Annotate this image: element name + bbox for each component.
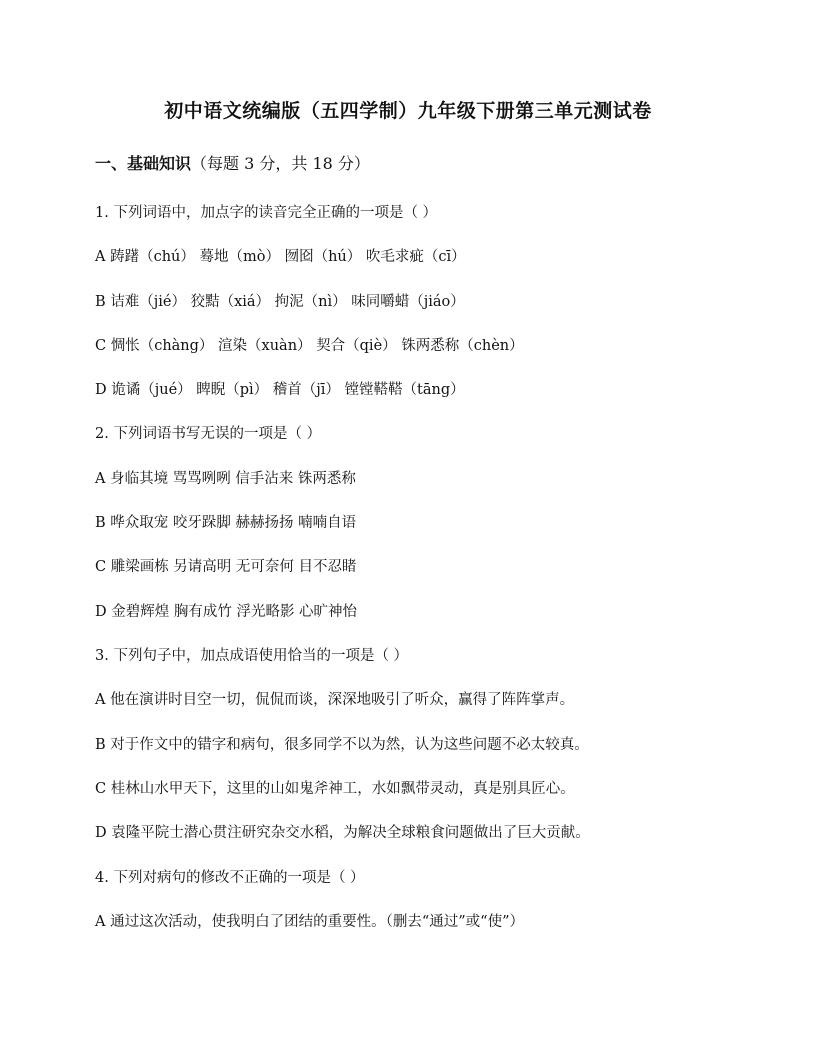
question-3-option-c: C 桂林山水甲天下，这里的山如鬼斧神工，水如飘带灵动，真是别具匠心。 [95, 781, 575, 797]
question-1-option-b: B 诘难（jié） 狡黠（xiá） 拘泥（nì） 味同嚼蜡（jiáo） [95, 294, 465, 310]
question-3-stem: 3. 下列句子中，加点成语使用恰当的一项是（ ） [95, 648, 409, 664]
question-1-option-a: A 踌躇（chú） 蓦地（mò） 囫囵（hú） 吹毛求疵（cī） [95, 249, 466, 265]
question-1-option-d: D 诡谲（jué） 睥睨（pì） 稽首（jī） 镗镗鞳鞳（tāng） [95, 382, 465, 398]
question-3-option-a: A 他在演讲时目空一切，侃侃而谈，深深地吸引了听众，赢得了阵阵掌声。 [95, 692, 575, 708]
question-3-option-d: D 袁隆平院士潜心贯注研究杂交水稻，为解决全球粮食问题做出了巨大贡献。 [95, 825, 590, 841]
question-2-option-c: C 雕梁画栋 另请高明 无可奈何 目不忍睹 [95, 559, 357, 575]
question-3-option-b: B 对于作文中的错字和病句，很多同学不以为然，认为这些问题不必太较真。 [95, 737, 589, 753]
question-4-option-a: A 通过这次活动，使我明白了团结的重要性。（删去“通过”或“使”） [95, 914, 524, 930]
question-2-option-b: B 哗众取宠 咬牙跺脚 赫赫扬扬 喃喃自语 [95, 515, 357, 531]
question-1-option-c: C 惆怅（chàng） 渲染（xuàn） 契合（qiè） 铢两悉称（chèn） [95, 338, 524, 354]
section-heading [95, 151, 370, 174]
question-2-stem: 2. 下列词语书写无误的一项是（ ） [95, 426, 322, 442]
section-heading-note: （每题 3 分，共 18 分） [191, 154, 370, 173]
question-4-stem: 4. 下列对病句的修改不正确的一项是（ ） [95, 870, 365, 886]
question-2-option-d: D 金碧辉煌 胸有成竹 浮光略影 心旷神怡 [95, 604, 358, 620]
question-2-option-a: A 身临其境 骂骂咧咧 信手沾来 铢两悉称 [95, 471, 356, 487]
document-title: 初中语文统编版（五四学制）九年级下册第三单元测试卷 [164, 100, 652, 122]
question-1-stem: 1. 下列词语中，加点字的读音完全正确的一项是（ ） [95, 205, 438, 221]
section-heading-main: 一、基础知识 [95, 154, 192, 173]
